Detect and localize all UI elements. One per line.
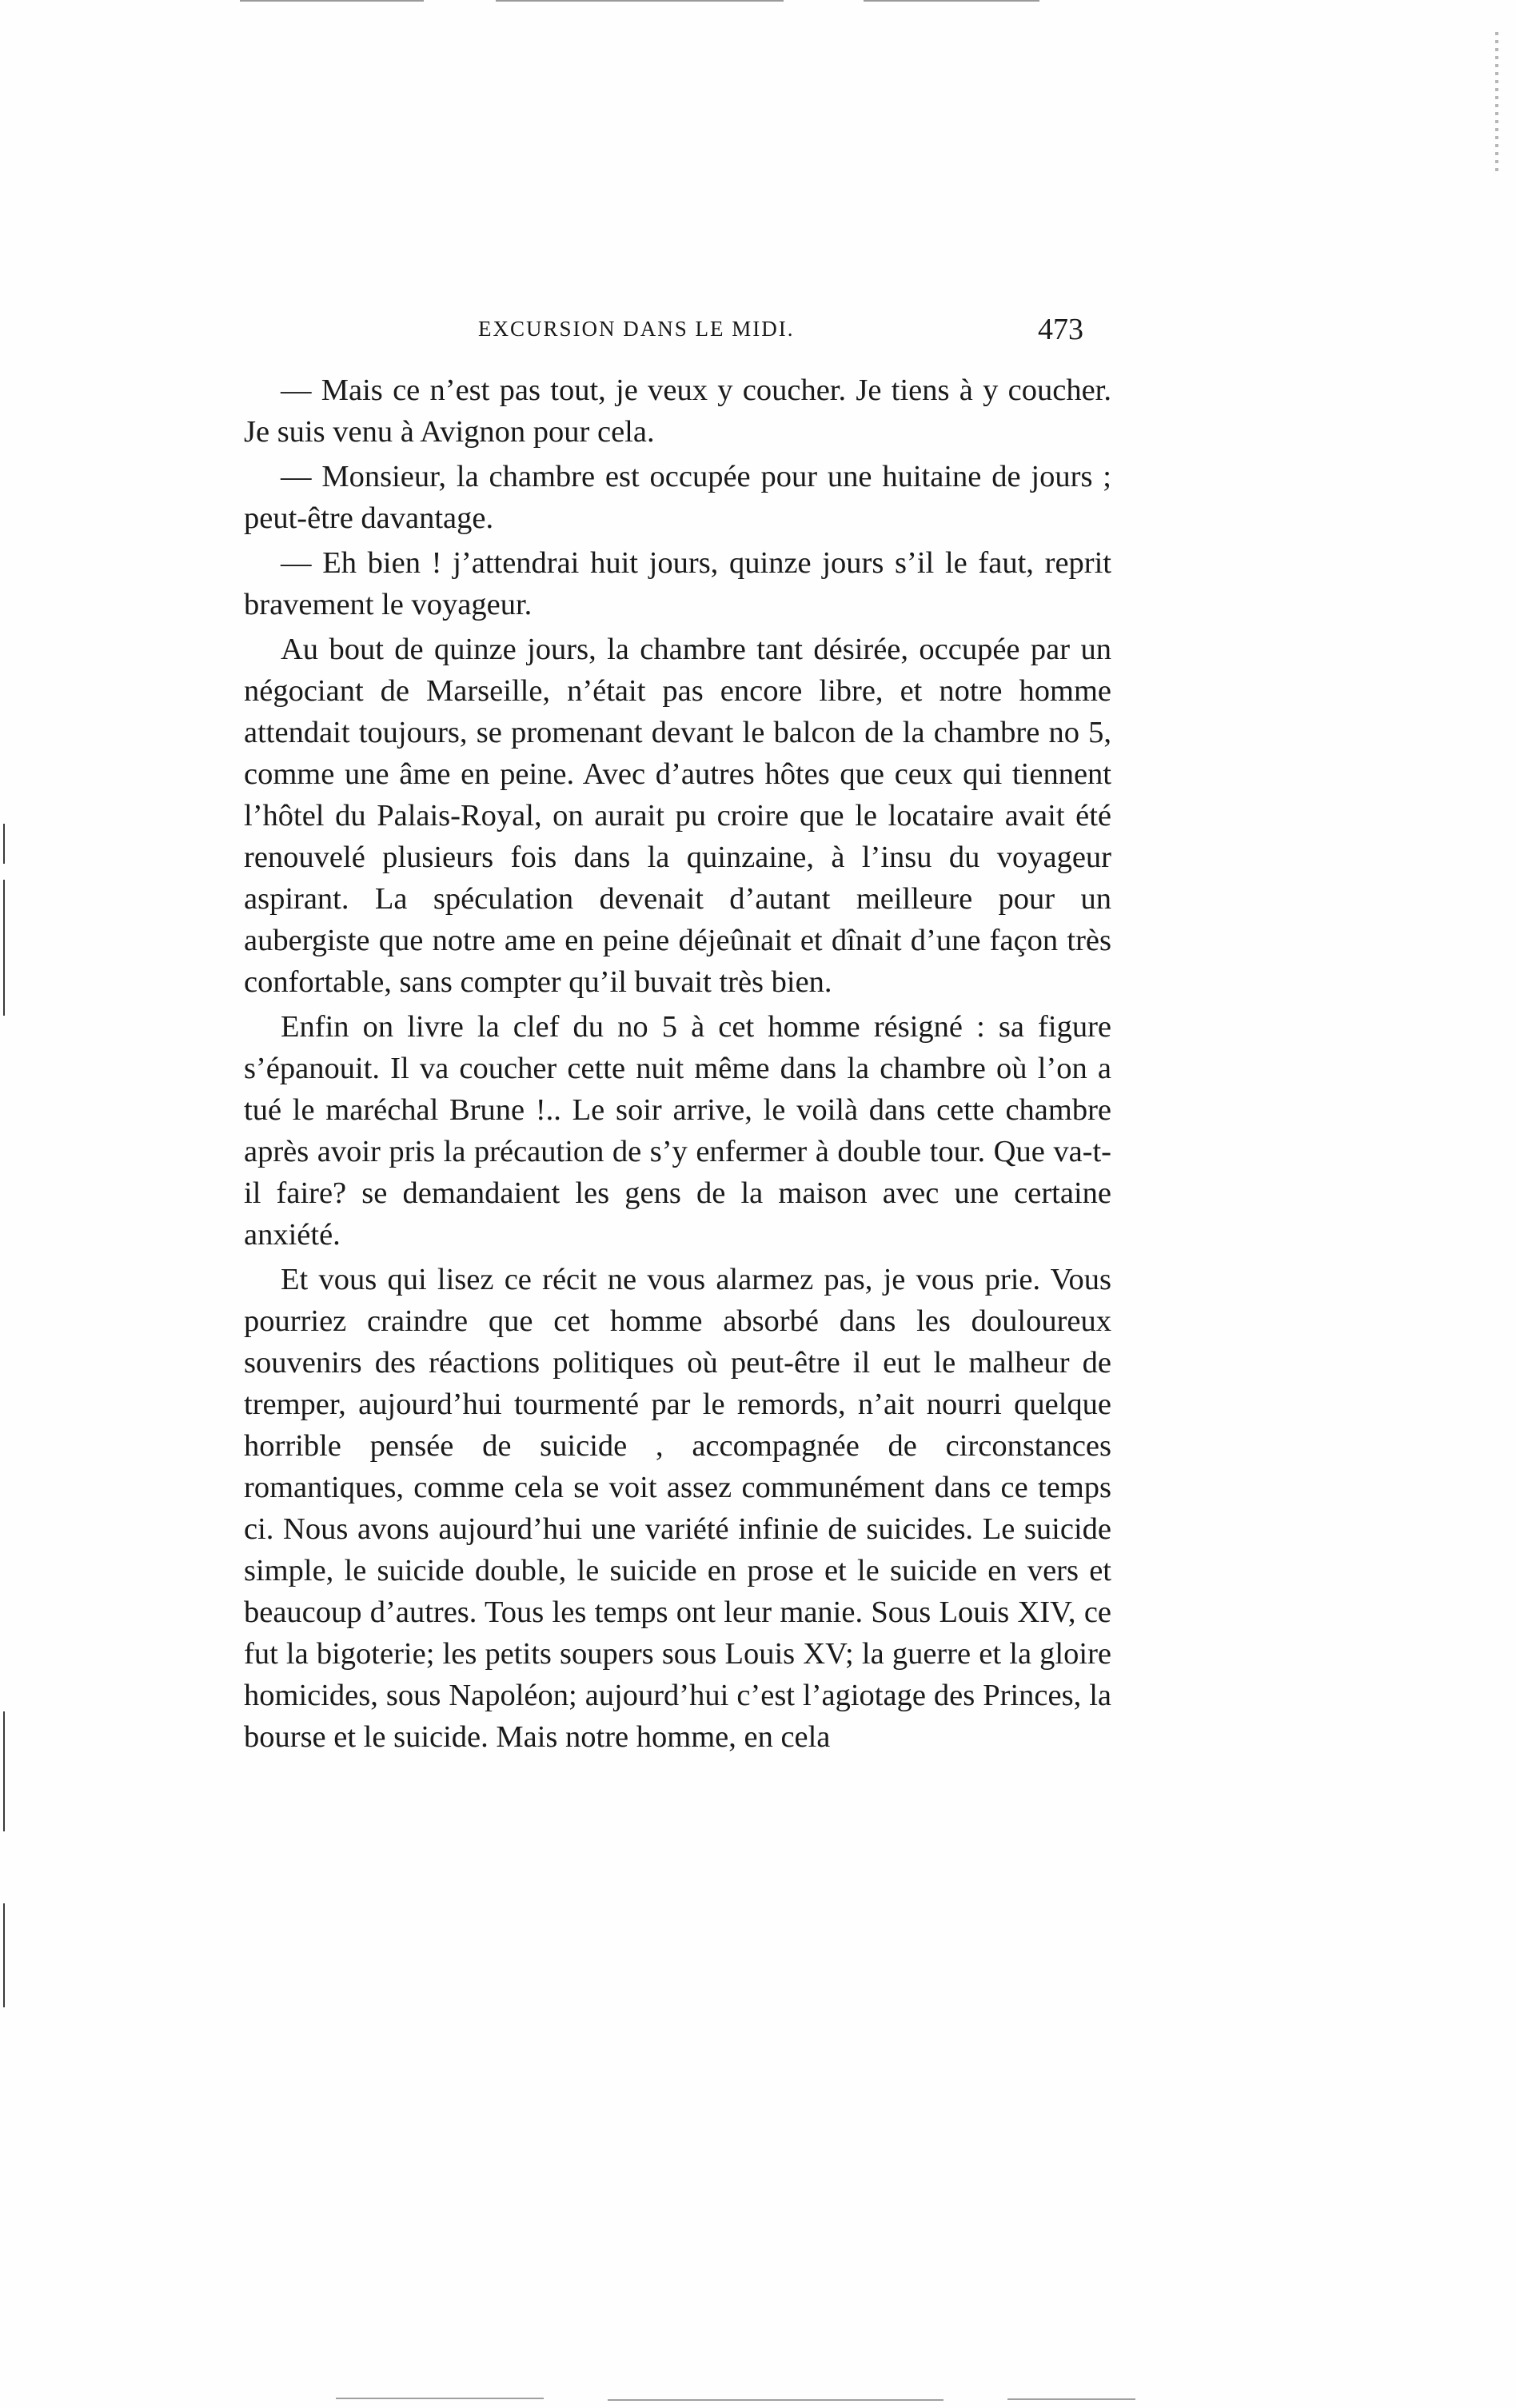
paragraph: — Monsieur, la chambre est occupée pour une huitaine de jours ; peut-être davantage.: [244, 460, 1111, 535]
scan-top-edge-mark: [240, 0, 424, 2]
running-head: [478, 312, 1118, 352]
scan-bottom-edge-mark: [608, 2399, 944, 2401]
paragraph: Au bout de quinze jours, la chambre tant désirée, occupée par un négociant de Marseille, n’était pas encore libre, et notre homme attendait toujours, se promenant devant le balcon de la chambre no 5, comme une âme en peine. Avec d’autres hôtes que ceux qui tiennent l’hôtel du Palais-Royal, on aurait pu croire que le locataire avait été renouvelé plusieurs fois dans la quinzaine, à l’insu du voyageur aspirant. La spéculation devenait d’autant meilleure pour un aubergiste que notre ame en peine déjeûnait et dînait d’une façon très confortable, sans compter qu’il buvait très bien.: [244, 633, 1111, 999]
scan-top-edge-mark: [496, 0, 784, 2]
scan-bottom-edge-mark: [336, 2398, 544, 2399]
scan-left-edge-mark: [3, 1711, 5, 1831]
scan-top-edge-mark: [864, 0, 1039, 2]
paragraph: — Mais ce n’est pas tout, je veux y coucher. Je tiens à y coucher. Je suis venu à Avignon pour cela.: [244, 373, 1111, 449]
paragraph: — Eh bien ! j’attendrai huit jours, quinze jours s’il le faut, reprit bravement le voyageur.: [244, 546, 1111, 621]
scan-right-edge-mark: [1495, 32, 1498, 176]
scan-left-edge-mark: [3, 1903, 5, 2007]
paragraph: Et vous qui lisez ce récit ne vous alarmez pas, je vous prie. Vous pourriez craindre que cet homme absorbé dans les douloureux souvenirs des réactions politiques où peut-être il eut le malheur de tremper, aujourd’hui tourmenté par le remords, n’ait nourri quelque horrible pensée de suicide , accompagnée de circonstances romantiques, comme cela se voit assez communément dans ce temps ci. Nous avons aujourd’hui une variété infinie de suicides. Le suicide simple, le suicide double, le suicide en prose et le suicide en vers et beaucoup d’autres. Tous les temps ont leur manie. Sous Louis XIV, ce fut la bigoterie; les petits soupers sous Louis XV; la guerre et la gloire homicides, sous Napoléon; aujourd’hui c’est l’agiotage des Princes, la bourse et le suicide. Mais notre homme, en cela: [244, 1263, 1111, 1754]
scan-bottom-edge-mark: [1007, 2398, 1135, 2400]
page-number: 473: [1038, 313, 1083, 346]
paragraph: Enfin on livre la clef du no 5 à cet homme résigné : sa figure s’épanouit. Il va coucher cette nuit même dans la chambre où l’on a tué le maréchal Brune !.. Le soir arrive, le voilà dans cette chambre après avoir pris la précaution de s’y enfermer à double tour. Que va-t-il faire? se demandaient les gens de la maison avec une certaine anxiété.: [244, 1010, 1111, 1252]
scan-left-edge-mark: [3, 824, 5, 864]
running-title: EXCURSION DANS LE MIDI.: [478, 317, 795, 341]
body-text: [244, 369, 1111, 1761]
scan-left-edge-mark: [3, 880, 5, 1016]
